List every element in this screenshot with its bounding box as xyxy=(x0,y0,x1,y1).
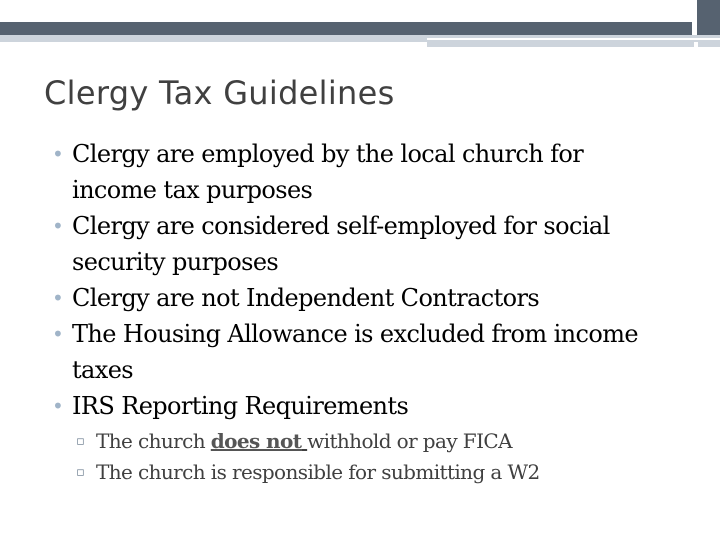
bullet-dot-icon: • xyxy=(52,394,64,418)
sub-bullet-text: The church is responsible for submitting a W2 xyxy=(96,460,540,484)
bullet-line: income tax purposes xyxy=(72,176,313,204)
bullet-item xyxy=(46,136,706,208)
slide-title: Clergy Tax Guidelines xyxy=(44,74,395,112)
bullet-dot-icon: • xyxy=(52,286,64,310)
bullet-item xyxy=(46,388,706,488)
header-bar-accent xyxy=(427,42,694,47)
sub-bullet-item xyxy=(72,457,706,488)
sub-bullet-text: The church xyxy=(96,429,211,453)
bullet-dot-icon: • xyxy=(52,214,64,238)
bullet-line: Clergy are considered self-employed for social xyxy=(72,212,610,240)
bullet-line: Clergy are not Independent Contractors xyxy=(72,284,540,312)
bullet-item xyxy=(46,208,706,280)
bullet-list xyxy=(46,136,706,488)
bullet-line: Clergy are employed by the local church for xyxy=(72,140,584,168)
header-bar-dark xyxy=(0,22,692,35)
bullet-item xyxy=(46,316,706,388)
bullet-line: taxes xyxy=(72,356,134,384)
square-bullet-icon: ▫ xyxy=(76,465,85,480)
header-bar-white-line xyxy=(427,38,720,40)
emphasis-text: does not xyxy=(210,429,302,453)
header-bar-right-block xyxy=(697,0,720,35)
bullet-line: security purposes xyxy=(72,248,279,276)
sub-bullet-list xyxy=(72,426,706,488)
sub-bullet-item xyxy=(72,426,706,457)
slide-body xyxy=(46,136,706,488)
square-bullet-icon: ▫ xyxy=(76,434,85,449)
bullet-line: The Housing Allowance is excluded from income xyxy=(72,320,638,348)
bullet-item xyxy=(46,280,706,316)
header-bar-accent-right xyxy=(698,42,720,47)
bullet-dot-icon: • xyxy=(52,322,64,346)
bullet-dot-icon: • xyxy=(52,142,64,166)
bullet-line: IRS Reporting Requirements xyxy=(72,392,409,420)
sub-bullet-text: withhold or pay FICA xyxy=(307,429,512,453)
